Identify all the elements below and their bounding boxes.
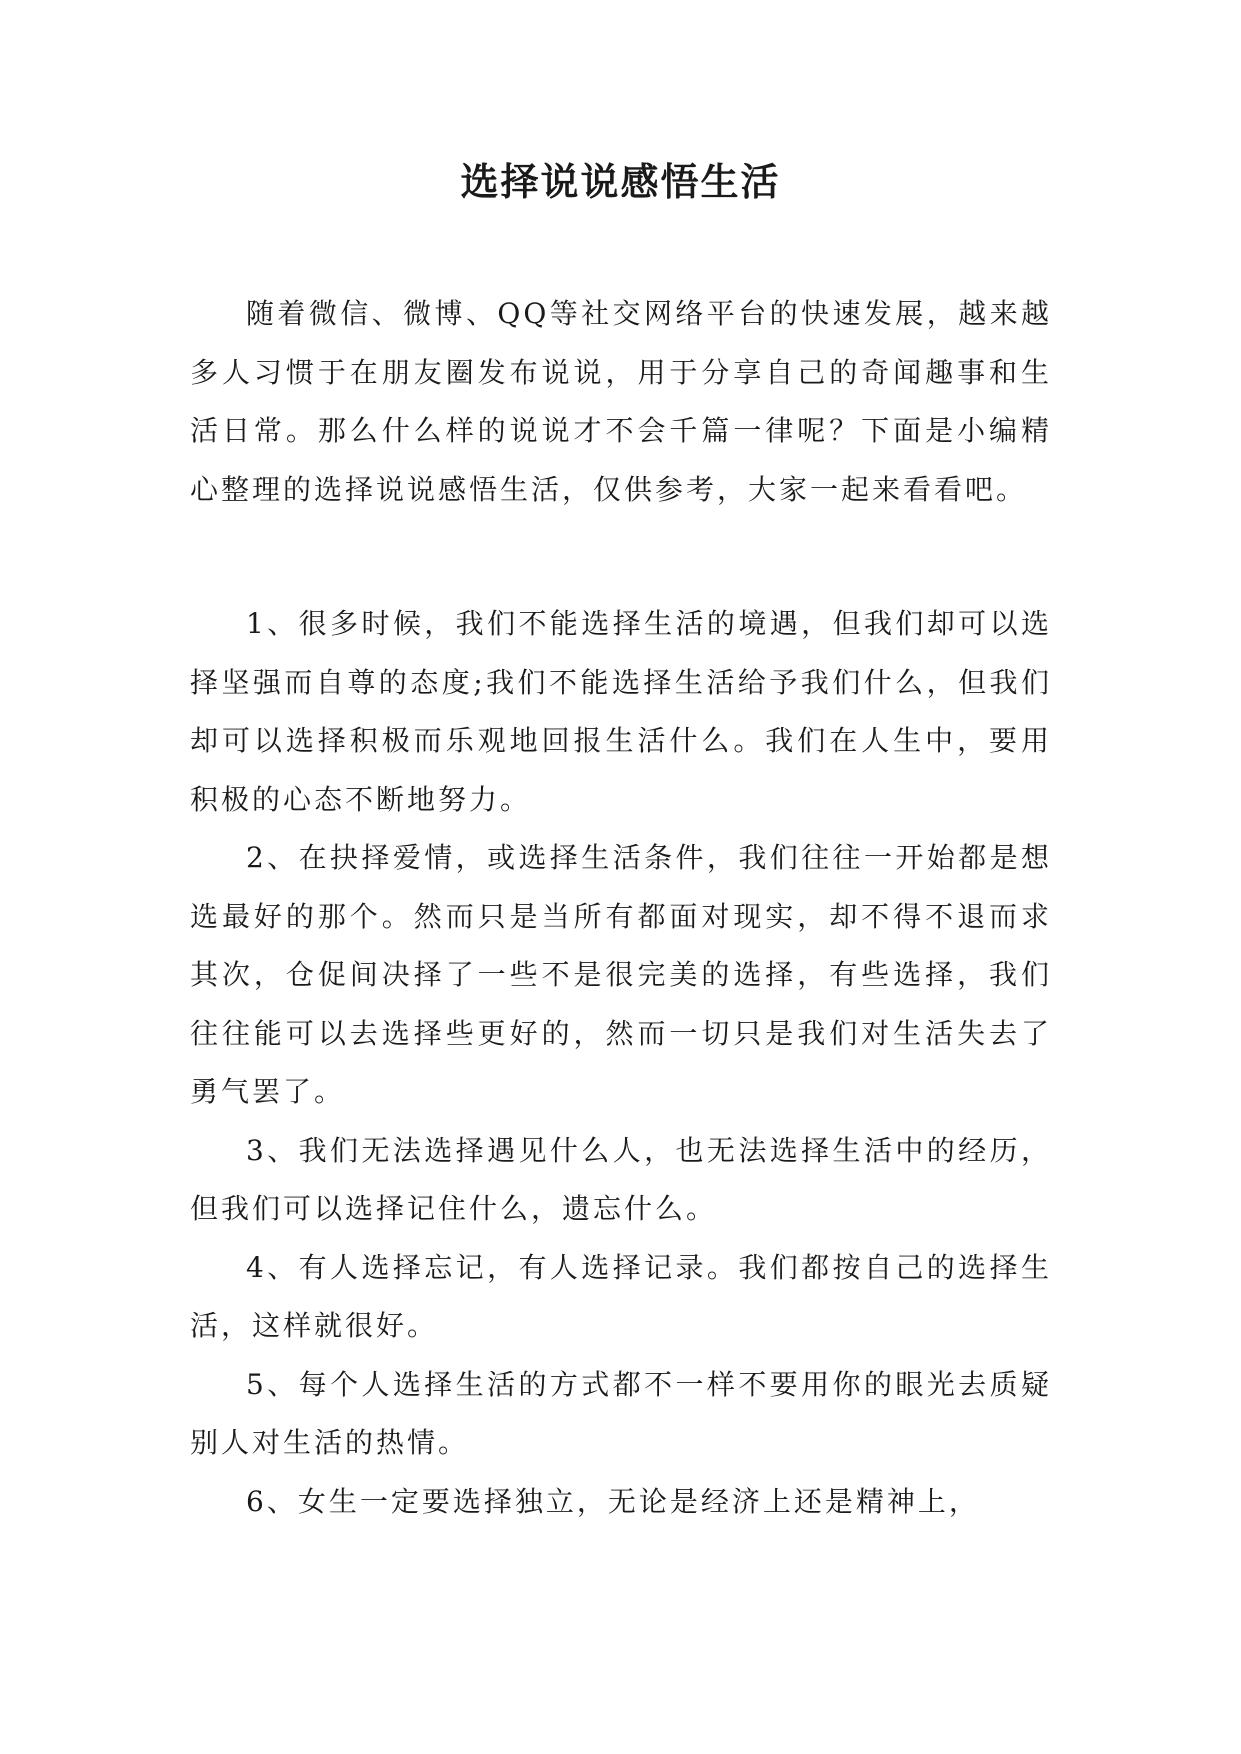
- intro-paragraph: 随着微信、微博、QQ等社交网络平台的快速发展，越来越多人习惯于在朋友圈发布说说，用于分享自己的奇闻趣事和生活日常。那么什么样的说说才不会千篇一律呢？下面是小编精心整理的选择说说感悟生活，仅供参考，大家一起来看看吧。: [190, 297, 1052, 506]
- list-item: 1、很多时候，我们不能选择生活的境遇，但我们却可以选择坚强而自尊的态度;我们不能选择生活给予我们什么，但我们却可以选择积极而乐观地回报生活什么。我们在人生中，要用积极的心态不断地努力。: [190, 607, 1052, 816]
- list-item: 3、我们无法选择遇见什么人，也无法选择生活中的经历，但我们可以选择记住什么，遗忘什么。: [190, 1133, 1052, 1225]
- list-item: 5、每个人选择生活的方式都不一样不要用你的眼光去质疑别人对生活的热情。: [190, 1367, 1052, 1459]
- paragraph-spacer: [190, 519, 1052, 595]
- document-body: [190, 285, 1052, 1531]
- list-item: 2、在抉择爱情，或选择生活条件，我们往往一开始都是想选最好的那个。然而只是当所有都面对现实，却不得不退而求其次，仓促间决择了一些不是很完美的选择，有些选择，我们往往能可以去选择些更好的，然而一切只是我们对生活失去了勇气罢了。: [190, 841, 1052, 1108]
- document-title: 选择说说感悟生活: [460, 160, 781, 204]
- list-item: 6、女生一定要选择独立，无论是经济上还是精神上，: [246, 1484, 980, 1518]
- list-item: 4、有人选择忘记，有人选择记录。我们都按自己的选择生活，这样就很好。: [190, 1250, 1052, 1342]
